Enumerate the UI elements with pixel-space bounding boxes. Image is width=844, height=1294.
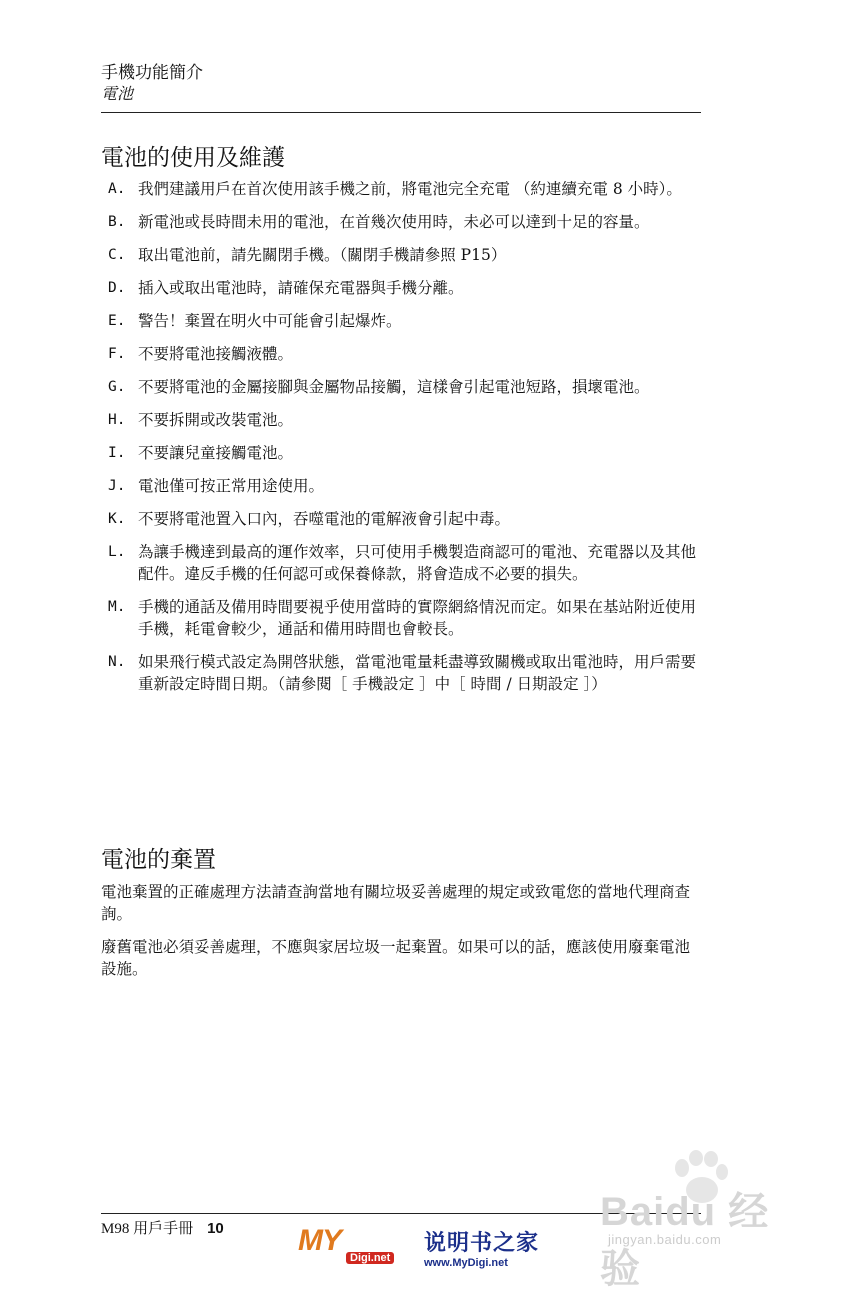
list-item-letter: F. [108, 346, 126, 362]
list-item [108, 475, 698, 497]
list-item [108, 178, 698, 200]
header-divider [101, 112, 701, 113]
list-item [108, 244, 698, 266]
list-item-letter: L. [108, 544, 126, 560]
mydigi-brand-name: 说明书之家 [424, 1231, 540, 1256]
chapter-title: 手機功能簡介 [101, 63, 203, 83]
list-item-text: 不要將電池置入口內，吞噬電池的電解液會引起中毒。 [138, 510, 511, 528]
list-item [108, 409, 698, 431]
list-item [108, 442, 698, 464]
disposal-paragraph: 廢舊電池必須妥善處理，不應與家居垃圾一起棄置。如果可以的話，應該使用廢棄電池設施。 [101, 938, 691, 978]
mydigi-brand-url: www.MyDigi.net [424, 1257, 508, 1269]
list-item-letter: N. [108, 654, 126, 670]
list-item-letter: C. [108, 247, 126, 263]
mydigi-logo [298, 1224, 410, 1270]
list-item-text: 為讓手機達到最高的運作效率，只可使用手機製造商認可的電池、充電器以及其他配件。違反手機的任何認可或保養條款，將會造成不必要的損失。 [138, 543, 697, 583]
list-item-text: 不要讓兒童接觸電池。 [138, 444, 294, 462]
list-item-text: 不要拆開或改裝電池。 [138, 411, 294, 429]
list-item [108, 277, 698, 299]
list-item-text: 如果飛行模式設定為開啓狀態，當電池電量耗盡導致關機或取出電池時，用戶需要重新設定時間日期。（請參閱［ 手機設定 ］中［ 時間 / 日期設定 ］） [138, 653, 697, 693]
mydigi-brand [424, 1226, 539, 1269]
mydigi-mark: MY [298, 1224, 341, 1257]
list-item-text: 警告！棄置在明火中可能會引起爆炸。 [138, 312, 402, 330]
battery-care-list [108, 178, 698, 706]
list-item-text: 插入或取出電池時，請確保充電器與手機分離。 [138, 279, 464, 297]
list-item-letter: D. [108, 280, 126, 296]
list-item-text: 不要將電池的金屬接腳與金屬物品接觸，這樣會引起電池短路，損壞電池。 [138, 378, 650, 396]
disposal-paragraph: 電池棄置的正確處理方法請查詢當地有關垃圾妥善處理的規定或致電您的當地代理商查詢。 [101, 883, 691, 923]
manual-name: M98 用戶手冊 [101, 1221, 194, 1237]
list-item [108, 310, 698, 332]
list-item-text: 手機的通話及備用時間要視乎使用當時的實際網絡情況而定。如果在基站附近使用手機，耗電會較少，通話和備用時間也會較長。 [138, 598, 697, 638]
section-title-battery-care: 電池的使用及維護 [101, 145, 285, 171]
list-item-letter: A. [108, 181, 126, 197]
page-number: 10 [207, 1220, 224, 1237]
list-item-text: 我們建議用戶在首次使用該手機之前，將電池完全充電 （約連續充電 8 小時）。 [138, 180, 682, 198]
list-item [108, 508, 698, 530]
list-item-letter: K. [108, 511, 126, 527]
baidu-url: jingyan.baidu.com [608, 1232, 722, 1247]
list-item-text: 取出電池前，請先關閉手機。（關閉手機請參照 P15） [138, 246, 507, 264]
baidu-wordmark: Baidu 经验 [600, 1190, 770, 1291]
mydigi-net-badge: Digi.net [346, 1252, 394, 1264]
list-item-letter: H. [108, 412, 126, 428]
list-item-letter: J. [108, 478, 126, 494]
page-header [101, 62, 701, 104]
page-footer [101, 1218, 224, 1240]
list-item [108, 343, 698, 365]
list-item-letter: G. [108, 379, 126, 395]
list-item-text: 不要將電池接觸液體。 [138, 345, 294, 363]
chapter-subtitle: 電池 [101, 84, 134, 103]
list-item-letter: M. [108, 599, 126, 615]
list-item [108, 211, 698, 233]
list-item-letter: E. [108, 313, 126, 329]
list-item [108, 596, 698, 640]
list-item [108, 376, 698, 398]
section-title-battery-disposal: 電池的棄置 [101, 847, 216, 873]
list-item-text: 新電池或長時間未用的電池，在首幾次使用時，未必可以達到十足的容量。 [138, 213, 650, 231]
list-item-letter: I. [108, 445, 126, 461]
list-item-text: 電池僅可按正常用途使用。 [138, 477, 325, 495]
list-item [108, 651, 698, 695]
list-item-letter: B. [108, 214, 126, 230]
baidu-watermark [600, 1150, 800, 1291]
list-item [108, 541, 698, 585]
